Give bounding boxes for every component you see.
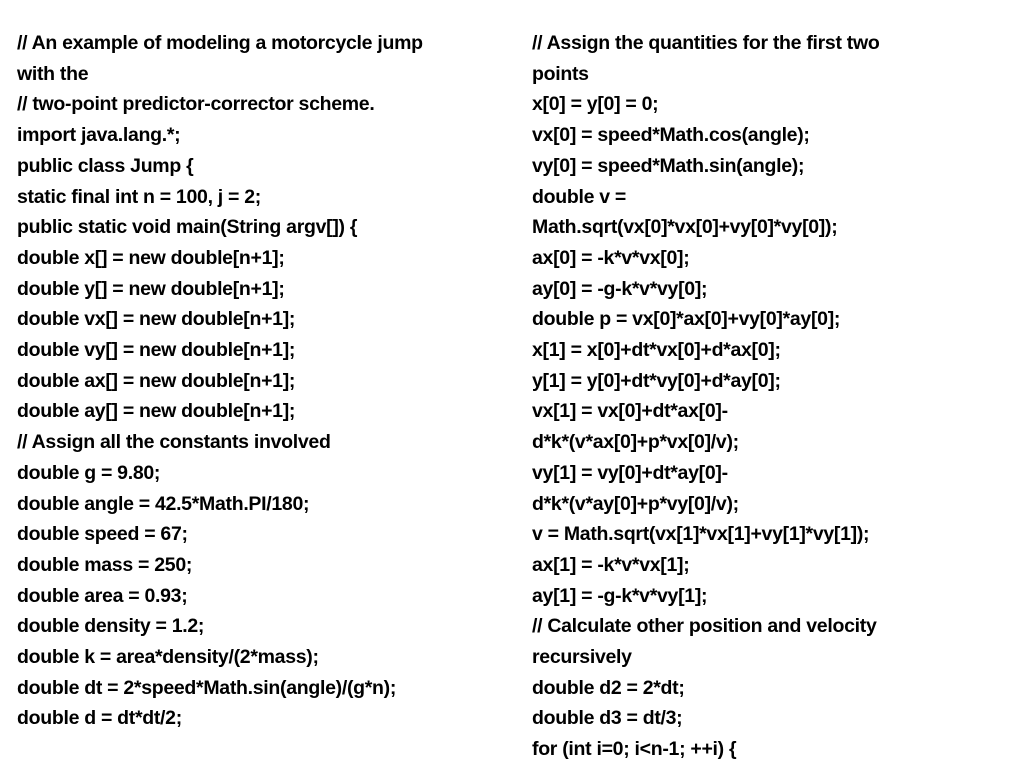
code-line: y[1] = y[0]+dt*vy[0]+d*ay[0]; (532, 369, 781, 392)
code-line: ay[1] = -g-k*v*vy[1]; (532, 584, 708, 607)
code-line: ax[0] = -k*v*vx[0]; (532, 246, 690, 269)
code-line: x[0] = y[0] = 0; (532, 93, 659, 116)
code-line: v = Math.sqrt(vx[1]*vx[1]+vy[1]*vy[1]); (532, 523, 870, 546)
code-line: double d3 = dt/3; (532, 707, 683, 730)
code-line: double y[] = new double[n+1]; (17, 277, 285, 300)
code-line: double vy[] = new double[n+1]; (17, 339, 296, 362)
code-line: double v = (532, 185, 626, 208)
code-line: x[1] = x[0]+dt*vx[0]+d*ax[0]; (532, 339, 781, 362)
code-line: double x[] = new double[n+1]; (17, 246, 285, 269)
code-line: d*k*(v*ay[0]+p*vy[0]/v); (532, 492, 739, 515)
code-line: // Assign all the constants involved (17, 431, 331, 454)
code-line: with the (17, 62, 89, 85)
code-line: ay[0] = -g-k*v*vy[0]; (532, 277, 708, 300)
code-line: double p = vx[0]*ax[0]+vy[0]*ay[0]; (532, 308, 841, 331)
code-line: vy[1] = vy[0]+dt*ay[0]- (532, 461, 728, 484)
right-code-column (532, 28, 1012, 765)
code-line: // Assign the quantities for the first two (532, 32, 880, 54)
code-line: double ay[] = new double[n+1]; (17, 400, 296, 423)
code-line: double d = dt*dt/2; (17, 707, 182, 730)
code-line: // two-point predictor-corrector scheme. (17, 93, 375, 116)
code-line: points (532, 62, 589, 85)
code-line: public static void main(String argv[]) { (17, 216, 358, 239)
code-line: recursively (532, 646, 632, 669)
code-line: double angle = 42.5*Math.PI/180; (17, 492, 310, 515)
code-line: for (int i=0; i<n-1; ++i) { (532, 738, 737, 761)
code-line: // Calculate other position and velocity (532, 615, 877, 638)
code-line: public class Jump { (17, 154, 194, 177)
code-line: vx[0] = speed*Math.cos(angle); (532, 124, 810, 147)
code-line: double g = 9.80; (17, 461, 161, 484)
code-line: d*k*(v*ax[0]+p*vx[0]/v); (532, 431, 739, 454)
code-line: ax[1] = -k*v*vx[1]; (532, 553, 690, 576)
code-line: double dt = 2*speed*Math.sin(angle)/(g*n); (17, 676, 397, 699)
code-line: static final int n = 100, j = 2; (17, 185, 261, 208)
code-line: vy[0] = speed*Math.sin(angle); (532, 154, 805, 177)
code-line: // An example of modeling a motorcycle jump (17, 32, 423, 54)
code-line: double d2 = 2*dt; (532, 676, 685, 699)
code-line: import java.lang.*; (17, 124, 181, 147)
code-line: double density = 1.2; (17, 615, 205, 638)
code-line: vx[1] = vx[0]+dt*ax[0]- (532, 400, 728, 423)
left-code-column (17, 28, 517, 734)
code-line: double ax[] = new double[n+1]; (17, 369, 296, 392)
code-line: double mass = 250; (17, 553, 193, 576)
code-line: double k = area*density/(2*mass); (17, 646, 319, 669)
code-line: double speed = 67; (17, 523, 188, 546)
code-line: double vx[] = new double[n+1]; (17, 308, 296, 331)
code-line: double area = 0.93; (17, 584, 188, 607)
code-line: Math.sqrt(vx[0]*vx[0]+vy[0]*vy[0]); (532, 216, 838, 239)
